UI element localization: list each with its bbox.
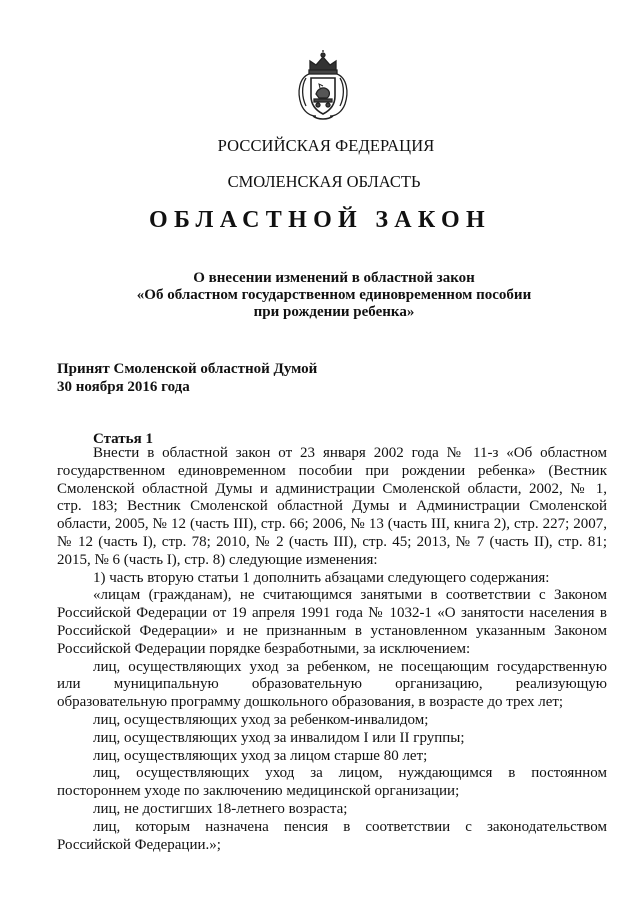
document-type-title: ОБЛАСТНОЙ ЗАКОН xyxy=(149,207,491,233)
smolensk-coat-of-arms-icon xyxy=(296,50,350,122)
body-line: лиц, не достигших 18-летнего возраста; xyxy=(93,800,348,817)
body-line: 2015, № 6 (часть I), стр. 8) следующие изменения: xyxy=(57,551,378,568)
adoption-info xyxy=(57,360,317,396)
body-line: лиц, которым назначена пенсия в соответствии с законодательством xyxy=(93,818,607,835)
body-line: лиц, осуществляющих уход за лицом старше 80 лет; xyxy=(93,747,428,764)
body-line: образовательную программу дошкольного образования, в возрасте до трех лет; xyxy=(57,694,564,711)
body-line: «лицам (гражданам), не считающимся занятыми в соответствии с Законом xyxy=(93,587,607,604)
subject-line: «Об областном государственном единовременном пособии xyxy=(136,287,532,303)
body-line: Российской Федерации порядке безработными, за исключением: xyxy=(57,640,471,657)
body-line: лиц, осуществляющих уход за ребенком, не посещающим государственную xyxy=(93,658,607,675)
body-line: постороннем уходе по заключению медицинской организации; xyxy=(57,783,460,800)
article-title: Статья 1 xyxy=(93,431,153,447)
body-line: Внести в областной закон от 23 января 2002 года № 11-з «Об областном xyxy=(93,445,607,461)
body-line: государственном единовременном пособии при рождении ребенка» (Вестник xyxy=(57,462,607,479)
body-line: области, 2005, № 12 (часть III), стр. 66; 2006, № 13 (часть III, книга 2), стр. 227; 2007, xyxy=(57,516,607,533)
subject-line: О внесении изменений в областной закон xyxy=(193,270,475,286)
body-line: Российской Федерации.»; xyxy=(57,836,221,853)
adoption-date: 30 ноября 2016 года xyxy=(57,379,190,395)
country-heading: РОССИЙСКАЯ ФЕДЕРАЦИЯ xyxy=(217,136,435,155)
adoption-body: Принят Смоленской областной Думой xyxy=(57,361,318,377)
body-line: стр. 183; Вестник Смоленской областной Думы и Администрации Смоленской xyxy=(57,498,607,515)
body-line: или муниципальную образовательную организацию, реализующую xyxy=(57,676,607,693)
body-line: лиц, осуществляющих уход за инвалидом I или II группы; xyxy=(93,729,465,746)
body-line: Российской Федерации от 19 апреля 1991 года № 1032-1 «О занятости населения в xyxy=(57,605,607,622)
body-line: Смоленской областной Думы и администрации Смоленской области, 2002, № 1, xyxy=(57,480,607,497)
body-line: 1) часть вторую статьи 1 дополнить абзацами следующего содержания: xyxy=(93,569,550,586)
body-line: № 12 (часть I), стр. 78; 2010, № 2 (часть III), стр. 45; 2013, № 7 (часть II), стр. 81; xyxy=(57,533,607,550)
region-heading: СМОЛЕНСКАЯ ОБЛАСТЬ xyxy=(227,172,421,191)
body-line: лиц, осуществляющих уход за лицом, нуждающимся в постоянном xyxy=(93,765,607,782)
article-body xyxy=(57,445,607,854)
law-subject xyxy=(14,270,640,321)
body-line: лиц, осуществляющих уход за ребенком-инвалидом; xyxy=(93,711,429,728)
subject-line: при рождении ребенка» xyxy=(253,304,415,320)
body-line: Российской Федерации» и не признанным в установленном указанным Законом xyxy=(57,622,607,639)
